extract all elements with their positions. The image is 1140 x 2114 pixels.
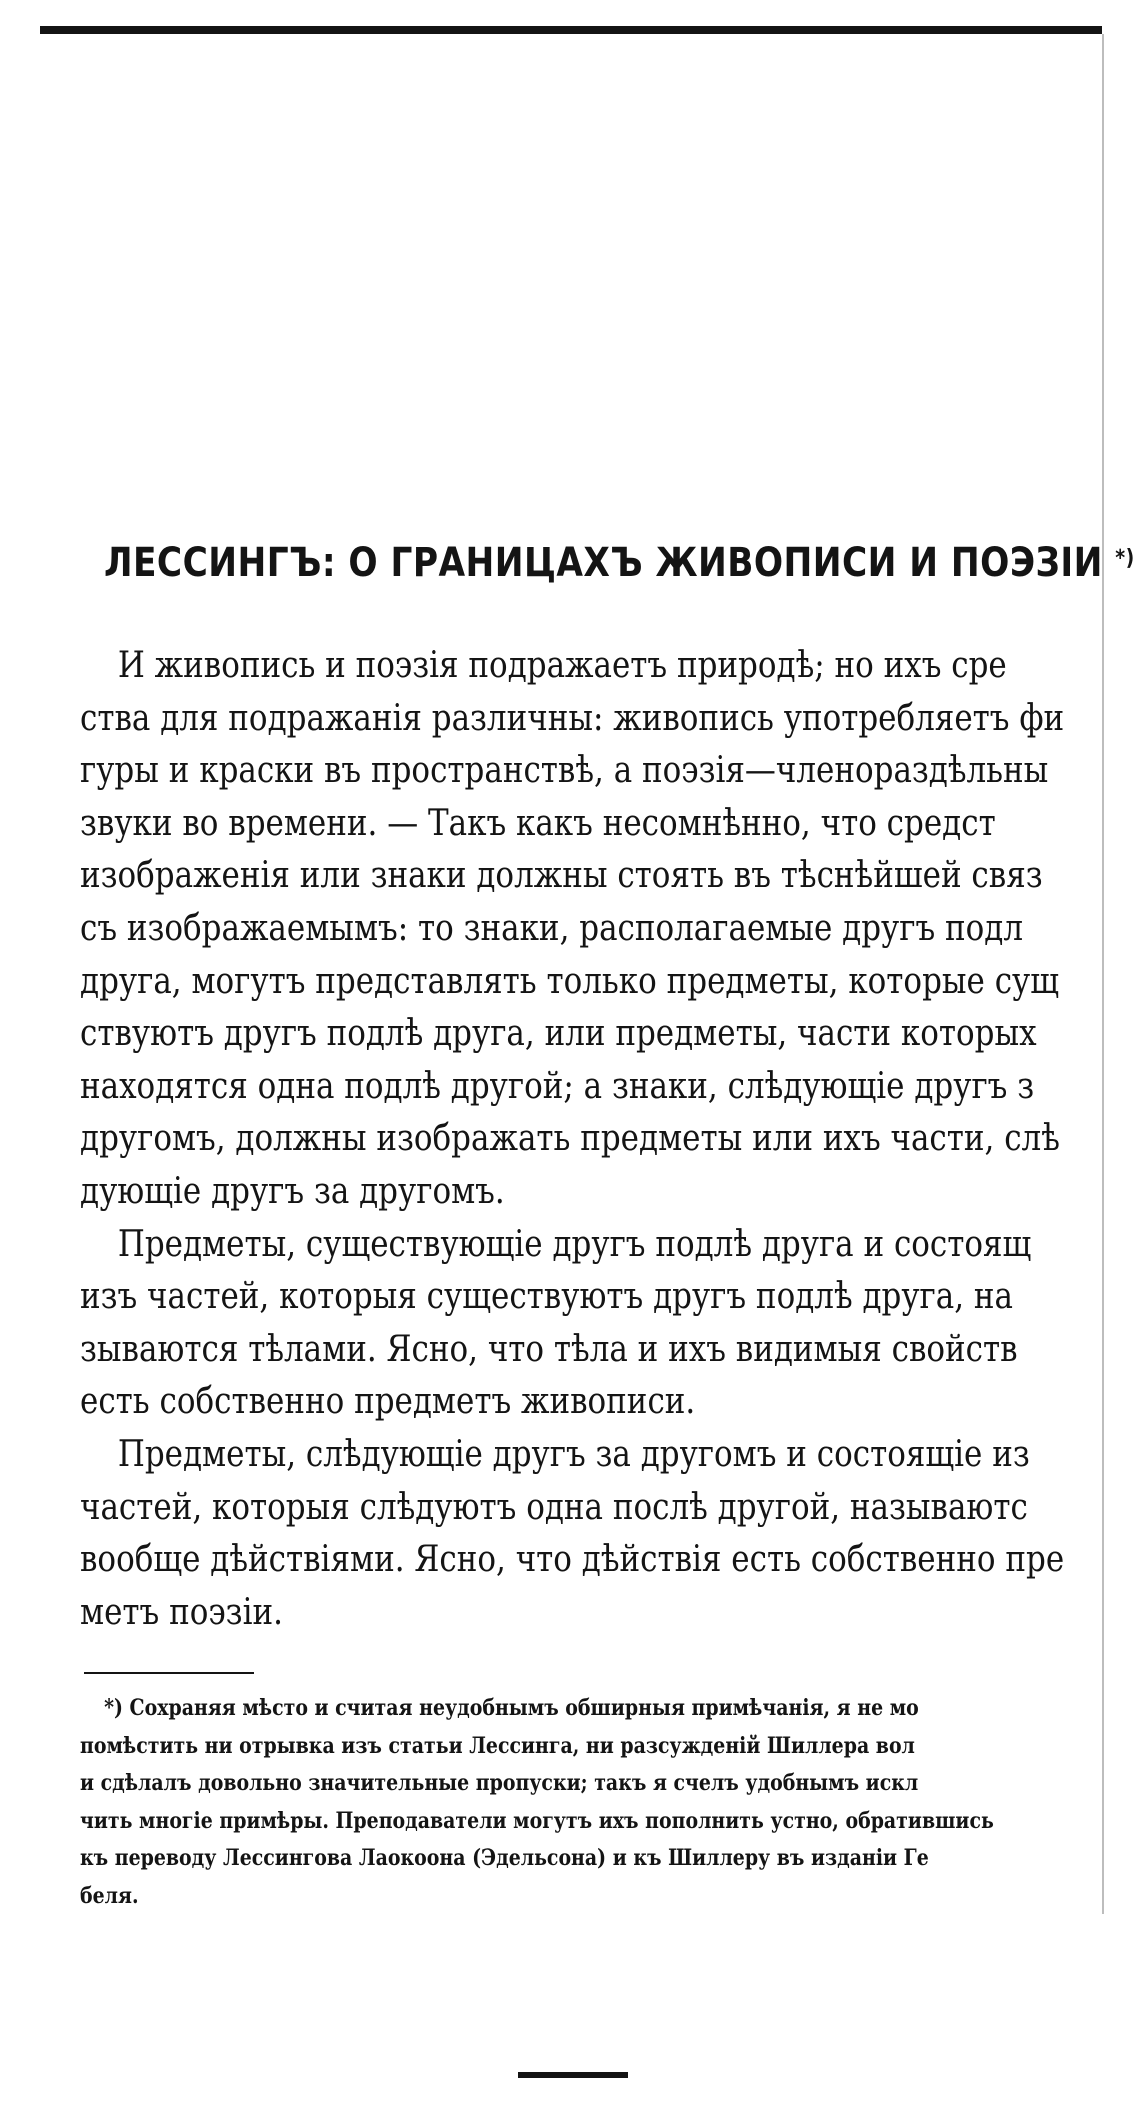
body-line: есть собственно предметъ живописи.	[80, 1381, 696, 1423]
body-line: звуки во времени. — Такъ какъ несомнѣнно, что средст	[80, 802, 996, 844]
body-line: гуры и краски въ пространствѣ, а поэзія—членораздѣльны	[80, 750, 1049, 792]
body-line: друга, могутъ представлять только предметы, которые сущ	[80, 960, 1060, 1002]
body-line: ствуютъ другъ подлѣ друга, или предметы, части которых	[80, 1013, 1037, 1055]
body-line: дующіе другъ за другомъ.	[80, 1170, 505, 1212]
body-line: метъ поэзіи.	[80, 1591, 283, 1633]
body-text	[80, 640, 1102, 1639]
title-text: ЛЕССИНГЪ: О ГРАНИЦАХЪ ЖИВОПИСИ И ПОЭЗІИ	[104, 540, 1103, 586]
footnote-line: беля.	[80, 1882, 139, 1909]
page-right-edge	[1102, 34, 1104, 1914]
body-line: находятся одна подлѣ другой; а знаки, слѣдующіе другъ з	[80, 1065, 1035, 1107]
body-line: И живопись и поэзія подражаетъ природѣ; но ихъ сре	[117, 645, 1007, 686]
body-line: вообще дѣйствіями. Ясно, что дѣйствія есть собственно пре	[80, 1539, 1065, 1581]
body-line: зываются тѣлами. Ясно, что тѣла и ихъ видимыя свойств	[80, 1328, 1018, 1370]
top-rule	[40, 26, 1102, 34]
body-line: частей, которыя слѣдуютъ одна послѣ другой, называютс	[80, 1486, 1028, 1528]
footnote-line: чить многіе примѣры. Преподаватели могутъ ихъ пополнить устно, обратившись	[80, 1807, 994, 1834]
footnote-separator	[84, 1672, 254, 1674]
body-line: ства для подражанія различны: живопись употребляетъ фи	[80, 697, 1065, 739]
footnote-line: и сдѣлалъ довольно значительные пропуски; такъ я счелъ удобнымъ искл	[80, 1770, 919, 1796]
page-title	[104, 538, 1135, 588]
footnote-line: къ переводу Лессингова Лаокоона (Эдельсона) и къ Шиллеру въ изданіи Ге	[80, 1845, 929, 1871]
footnote	[80, 1690, 1102, 1915]
body-line: изображенія или знаки должны стоять въ тѣснѣйшей связ	[80, 855, 1043, 897]
footnote-line: *) Сохраняя мѣсто и считая неудобнымъ обширныя примѣчанія, я не мо	[104, 1695, 919, 1721]
footnote-line: помѣстить ни отрывка изъ статьи Лессинга, ни разсужденій Шиллера вол	[80, 1732, 915, 1759]
title-footnote-mark: *)	[1115, 546, 1135, 571]
body-line: съ изображаемымъ: то знаки, располагаемые другъ подл	[80, 907, 1024, 949]
body-line: Предметы, существующіе другъ подлѣ друга и состоящ	[117, 1223, 1032, 1265]
body-line: изъ частей, которыя существуютъ другъ подлѣ друга, на	[80, 1276, 1014, 1318]
body-line: другомъ, должны изображать предметы или ихъ части, слѣ	[80, 1118, 1060, 1160]
bottom-rule	[518, 2072, 628, 2078]
body-line: Предметы, слѣдующіе другъ за другомъ и состоящіе из	[117, 1433, 1030, 1475]
